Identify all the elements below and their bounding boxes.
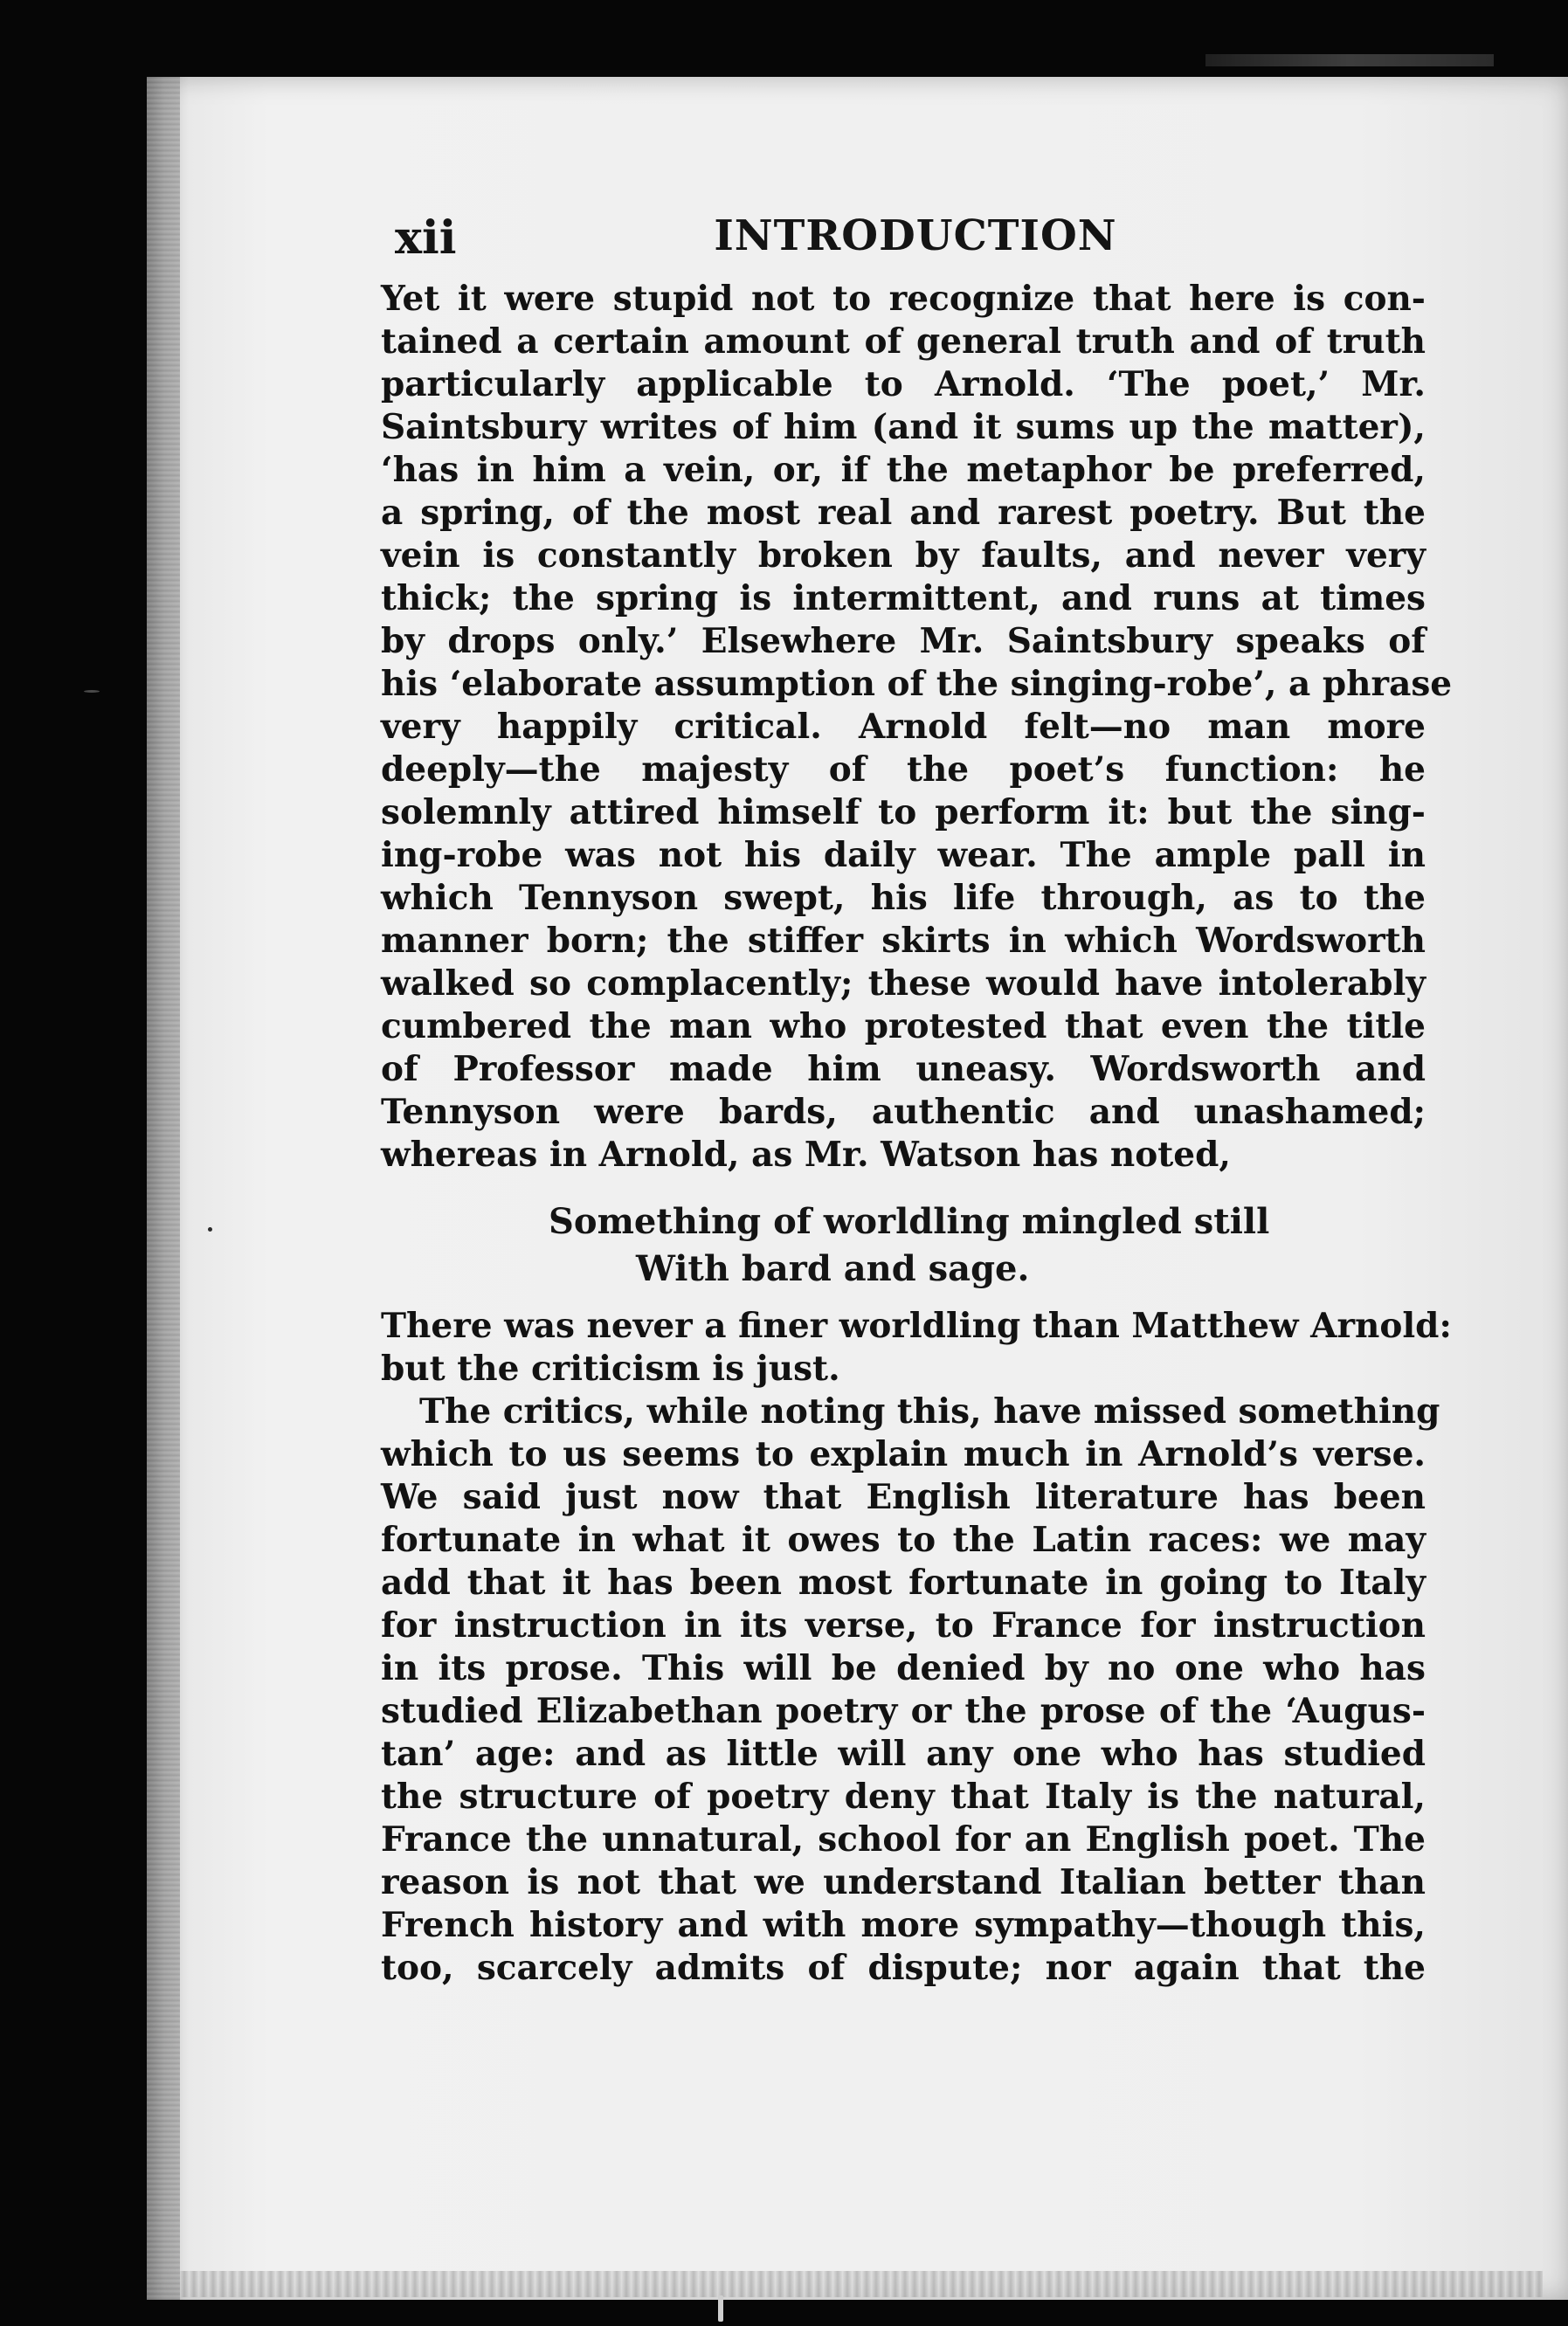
text-line: too, scarcely admits of dispute; nor again that the [381, 1948, 1426, 1988]
text-line: by drops only.’ Elsewhere Mr. Saintsbury speaks of [381, 621, 1426, 661]
text-line: manner born; the stiffer skirts in which Wordsworth [381, 921, 1426, 961]
text-line: Yet it were stupid not to recognize that here is con- [381, 279, 1426, 319]
text-line: ‘has in him a vein, or, if the metaphor be preferred, [381, 450, 1426, 490]
text-line: add that it has been most fortunate in going to Italy [381, 1563, 1426, 1603]
text-line: deeply—the majesty of the poet’s function: he [381, 749, 1426, 790]
text-line: his ‘elaborate assumption of the singing-robe’, a phrase [381, 664, 1453, 704]
text-line: ing-robe was not his daily wear. The ample pall in [381, 835, 1426, 875]
text-line: for instruction in its verse, to France for instruction [381, 1605, 1426, 1646]
body-text-top [381, 278, 1453, 1177]
text-line: solemnly attired himself to perform it: but the sing- [381, 792, 1426, 832]
verse-line: With bard and sage. [636, 1248, 1030, 1289]
text-line: thick; the spring is intermittent, and runs at times [381, 578, 1426, 618]
text-line: which to us seems to explain much in Arnold’s verse. [381, 1434, 1426, 1474]
text-line: the structure of poetry deny that Italy is the natural, [381, 1777, 1426, 1817]
text-line: tained a certain amount of general truth and of truth [381, 321, 1426, 362]
scan-speck [84, 690, 100, 693]
verse-quotation [549, 1198, 1335, 1293]
text-line: We said just now that English literature has been [381, 1477, 1426, 1517]
text-line: French history and with more sympathy—though this, [381, 1905, 1426, 1945]
verse-line: Something of worldling mingled still [549, 1201, 1270, 1242]
text-line: The critics, while noting this, have missed something [419, 1391, 1440, 1432]
text-line: vein is constantly broken by faults, and never very [381, 535, 1426, 576]
text-line: but the criticism is just. [381, 1349, 840, 1389]
body-text-bottom [381, 1305, 1452, 1990]
text-line: reason is not that we understand Italian better than [381, 1862, 1426, 1902]
text-line: in its prose. This will be denied by no one who has [381, 1648, 1426, 1688]
text-line: walked so complacently; these would have intolerably [381, 963, 1426, 1004]
text-line: Saintsbury writes of him (and it sums up the matter), [381, 407, 1426, 447]
scan-speck [718, 2295, 723, 2322]
text-line: fortunate in what it owes to the Latin races: we may [381, 1520, 1426, 1560]
text-line: very happily critical. Arnold felt—no man more [381, 707, 1426, 747]
text-line: studied Elizabethan poetry or the prose of the ‘Augus- [381, 1691, 1426, 1731]
text-line: a spring, of the most real and rarest poetry. But the [381, 493, 1426, 533]
text-line: particularly applicable to Arnold. ‘The poet,’ Mr. [381, 364, 1426, 404]
text-line: cumbered the man who protested that even the title [381, 1006, 1426, 1046]
text-line: of Professor made him uneasy. Wordsworth and [381, 1049, 1426, 1089]
text-line: tan’ age: and as little will any one who has studied [381, 1734, 1426, 1774]
text-line: There was never a finer worldling than Matthew Arnold: [381, 1306, 1452, 1346]
page-number: xii [395, 211, 457, 265]
text-line: which Tennyson swept, his life through, as to the [381, 878, 1426, 918]
text-line: France the unnatural, school for an English poet. The [381, 1819, 1426, 1860]
text-line: whereas in Arnold, as Mr. Watson has noted, [381, 1135, 1231, 1175]
page-bottom-edge [180, 2271, 1543, 2297]
text-line: Tennyson were bards, authentic and unashamed; [381, 1092, 1426, 1132]
scan-margin-strip [1205, 54, 1494, 66]
running-head: INTRODUCTION [714, 211, 1117, 260]
page-header [391, 208, 1422, 269]
scan-speck [208, 1227, 212, 1232]
page-binding-edge [147, 77, 180, 2300]
